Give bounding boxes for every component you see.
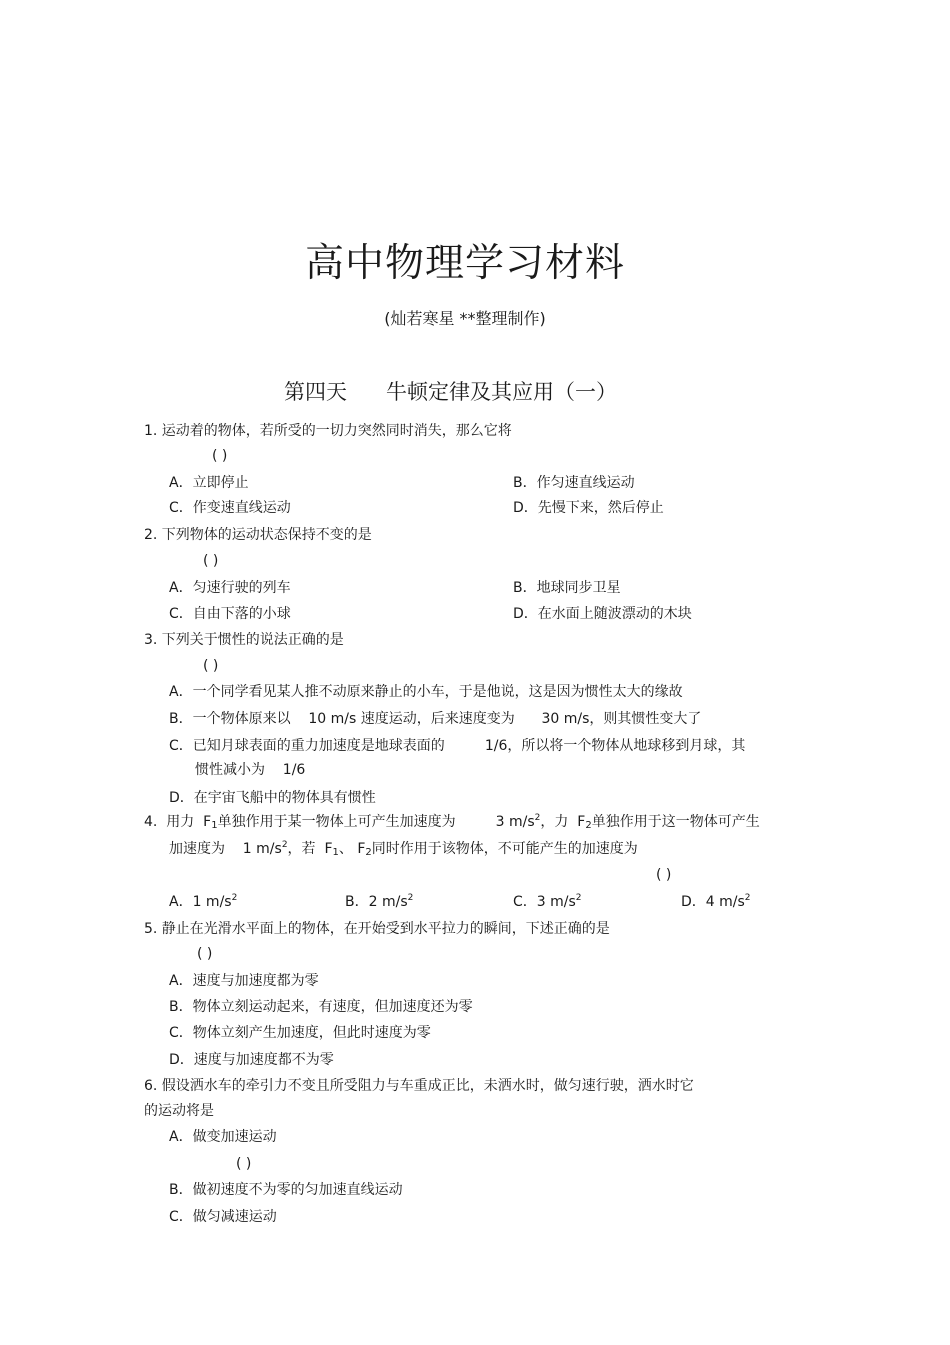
question-4-stem-line2: 加速度为 1 $m/s^2$，若 $F_1$、 $F_2$同时作用于该物体，不可能产生的加速度为: [169, 840, 638, 858]
question-1-stem: 1. 运动着的物体，若所受的一切力突然同时消失，那么它将: [144, 423, 512, 439]
question-1-option-c: C．作变速直线运动: [169, 500, 291, 516]
question-6-option-a: A．做变加速运动: [169, 1129, 277, 1145]
question-2-option-d: D．在水面上随波漂动的木块: [513, 606, 692, 622]
question-5-option-c: C．物体立刻产生加速度，但此时速度为零: [169, 1025, 431, 1041]
question-1-option-b: B．作匀速直线运动: [513, 475, 635, 491]
question-3-option-d: D．在宇宙飞船中的物体具有惯性: [169, 790, 376, 806]
document-title: 高中物理学习材料: [304, 241, 625, 286]
section-day: 第四天: [284, 380, 347, 404]
document-subtitle: (灿若寒星 **整理制作): [384, 309, 546, 328]
question-3-option-c-line2: 惯性减小为 1/6: [195, 762, 306, 778]
question-4-option-c: C．3 $m/s^2$: [513, 893, 582, 910]
question-5-stem: 5. 静止在光滑水平面上的物体，在开始受到水平拉力的瞬间，下述正确的是: [144, 921, 610, 937]
question-4-blank: ( ): [656, 867, 672, 883]
question-5-option-d: D．速度与加速度都不为零: [169, 1052, 334, 1068]
question-2-stem: 2. 下列物体的运动状态保持不变的是: [144, 527, 372, 543]
question-2-option-c: C．自由下落的小球: [169, 606, 291, 622]
question-3-option-b: B．一个物体原来以 10 m/s 速度运动，后来速度变为 30 m/s，则其惯性变大了: [169, 711, 702, 727]
question-3-option-a: A．一个同学看见某人推不动原来静止的小车，于是他说，这是因为惯性太大的缘故: [169, 684, 683, 700]
question-2-blank: ( ): [203, 553, 219, 569]
question-6-stem-line2: 的运动将是: [144, 1103, 214, 1119]
question-1-option-d: D．先慢下来，然后停止: [513, 500, 664, 516]
question-3-option-c-line1: C．已知月球表面的重力加速度是地球表面的 1/6，所以将一个物体从地球移到月球，其: [169, 738, 746, 754]
question-5-option-b: B．物体立刻运动起来，有速度，但加速度还为零: [169, 999, 473, 1015]
question-3-blank: ( ): [203, 658, 219, 674]
question-6-option-b: B．做初速度不为零的匀加速直线运动: [169, 1182, 403, 1198]
question-4-option-a: A．1 $m/s^2$: [169, 893, 238, 910]
question-2-option-b: B．地球同步卫星: [513, 580, 621, 596]
question-4-option-d: D．4 $m/s^2$: [681, 893, 751, 910]
question-1-blank: ( ): [212, 448, 228, 464]
question-4-stem-line1: 4. 用力 $F_1$单独作用于某一物体上可产生加速度为 3 $m/s^2$，力 $F_2$单独作用于这一物体可产生: [144, 813, 760, 831]
question-1-option-a: A．立即停止: [169, 475, 249, 491]
question-2-option-a: A．匀速行驶的列车: [169, 580, 291, 596]
question-6-blank: ( ): [236, 1156, 252, 1172]
question-3-stem: 3. 下列关于惯性的说法正确的是: [144, 632, 344, 648]
question-5-option-a: A．速度与加速度都为零: [169, 973, 319, 989]
section-topic: 牛顿定律及其应用（一）: [386, 380, 617, 404]
question-4-option-b: B．2 $m/s^2$: [345, 893, 414, 910]
question-6-option-c: C．做匀减速运动: [169, 1209, 277, 1225]
question-5-blank: ( ): [197, 946, 213, 962]
question-6-stem-line1: 6. 假设洒水车的牵引力不变且所受阻力与车重成正比，未洒水时，做匀速行驶，洒水时它: [144, 1078, 694, 1094]
